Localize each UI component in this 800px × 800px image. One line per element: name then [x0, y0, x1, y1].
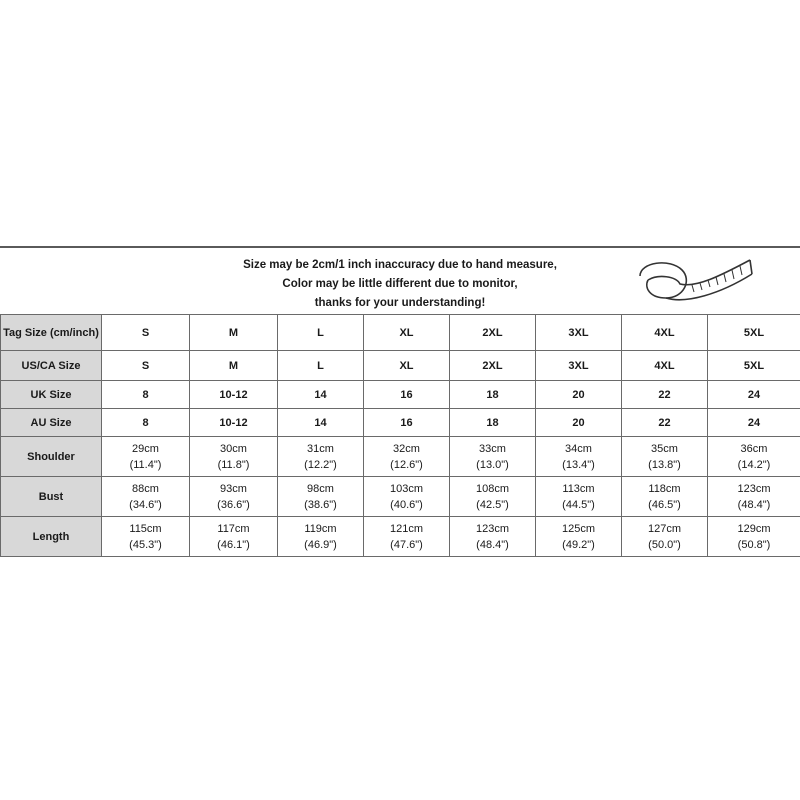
cm-value: 123cm — [737, 482, 771, 495]
table-cell: 5XL — [708, 315, 800, 351]
cm-value: 115cm — [129, 522, 162, 535]
inch-value: (34.6") — [129, 498, 162, 511]
table-cell — [190, 437, 278, 477]
table-cell: XL — [364, 315, 450, 351]
table-cell: 2XL — [450, 315, 536, 351]
table-cell — [450, 517, 536, 557]
cm-value: 88cm — [132, 482, 159, 495]
inch-value: (12.2") — [304, 458, 337, 471]
inch-value: (38.6") — [304, 498, 337, 511]
inch-value: (48.4") — [476, 538, 509, 551]
table-row — [1, 517, 800, 557]
table-cell: S — [102, 315, 190, 351]
table-cell: 22 — [622, 409, 708, 437]
cm-value: 93cm — [220, 482, 247, 495]
cm-value: 34cm — [565, 442, 592, 455]
row-label: Shoulder — [1, 437, 102, 477]
measuring-tape-icon — [636, 254, 756, 314]
inch-value: (47.6") — [390, 538, 423, 551]
table-cell: 24 — [708, 409, 800, 437]
table-cell — [622, 477, 708, 517]
table-cell: 22 — [622, 381, 708, 409]
inch-value: (13.0") — [476, 458, 509, 471]
inch-value: (13.4") — [562, 458, 595, 471]
table-cell: L — [278, 351, 364, 381]
inch-value: (50.0") — [648, 538, 681, 551]
table-cell — [102, 517, 190, 557]
inch-value: (14.2") — [737, 458, 771, 471]
row-label: AU Size — [1, 409, 102, 437]
table-row — [1, 409, 800, 437]
notice-line-3: thanks for your understanding! — [314, 297, 486, 309]
inch-value: (40.6") — [390, 498, 423, 511]
cm-value: 36cm — [740, 442, 768, 455]
table-cell — [536, 437, 622, 477]
inch-value: (36.6") — [217, 498, 250, 511]
row-label: UK Size — [1, 381, 102, 409]
row-label: Tag Size (cm/inch) — [1, 315, 102, 351]
table-cell: XL — [364, 351, 450, 381]
inch-value: (11.8") — [217, 458, 250, 471]
cm-value: 30cm — [220, 442, 247, 455]
table-cell: M — [190, 351, 278, 381]
table-row — [1, 437, 800, 477]
table-cell: 3XL — [536, 351, 622, 381]
table-row — [1, 381, 800, 409]
table-cell: 16 — [364, 381, 450, 409]
table-cell — [708, 477, 800, 517]
cm-value: 119cm — [304, 522, 337, 535]
inch-value: (46.9") — [304, 538, 337, 551]
table-cell: 4XL — [622, 351, 708, 381]
cm-value: 29cm — [132, 442, 159, 455]
cm-value: 31cm — [307, 442, 334, 455]
cm-value: 98cm — [307, 482, 334, 495]
table-cell: 8 — [102, 409, 190, 437]
row-label: US/CA Size — [1, 351, 102, 381]
inch-value: (44.5") — [562, 498, 595, 511]
table-cell: 10-12 — [190, 409, 278, 437]
cm-value: 129cm — [737, 522, 771, 535]
cm-value: 125cm — [561, 522, 596, 535]
cm-value: 35cm — [651, 442, 678, 455]
row-label: Bust — [1, 477, 102, 517]
table-cell: 14 — [278, 409, 364, 437]
table-cell — [450, 477, 536, 517]
table-cell — [536, 517, 622, 557]
table-cell: 16 — [364, 409, 450, 437]
table-cell: M — [190, 315, 278, 351]
table-cell — [278, 477, 364, 517]
table-cell: 24 — [708, 381, 800, 409]
row-label: Length — [1, 517, 102, 557]
inch-value: (50.8") — [737, 538, 771, 551]
cm-value: 103cm — [389, 482, 424, 495]
table-cell — [622, 437, 708, 477]
table-cell: S — [102, 351, 190, 381]
size-table — [0, 314, 800, 557]
table-cell — [364, 437, 450, 477]
table-cell — [102, 477, 190, 517]
cm-value: 117cm — [217, 522, 250, 535]
table-row — [1, 315, 800, 351]
inch-value: (46.1") — [217, 538, 250, 551]
table-cell — [364, 477, 450, 517]
table-cell: L — [278, 315, 364, 351]
cm-value: 32cm — [393, 442, 420, 455]
table-cell: 10-12 — [190, 381, 278, 409]
inch-value: (46.5") — [648, 498, 681, 511]
table-cell: 18 — [450, 409, 536, 437]
table-cell — [190, 517, 278, 557]
inch-value: (48.4") — [737, 498, 771, 511]
table-cell: 14 — [278, 381, 364, 409]
table-cell: 2XL — [450, 351, 536, 381]
table-row — [1, 477, 800, 517]
cm-value: 123cm — [475, 522, 510, 535]
cm-value: 113cm — [562, 482, 595, 495]
table-cell — [622, 517, 708, 557]
inch-value: (12.6") — [390, 458, 423, 471]
table-cell: 8 — [102, 381, 190, 409]
table-cell — [708, 517, 800, 557]
table-cell: 4XL — [622, 315, 708, 351]
table-cell — [536, 477, 622, 517]
cm-value: 121cm — [389, 522, 424, 535]
inch-value: (49.2") — [562, 538, 595, 551]
table-cell — [102, 437, 190, 477]
table-cell: 3XL — [536, 315, 622, 351]
table-cell — [708, 437, 800, 477]
inch-value: (11.4") — [129, 458, 162, 471]
table-cell: 20 — [536, 381, 622, 409]
cm-value: 33cm — [479, 442, 506, 455]
cm-value: 127cm — [647, 522, 682, 535]
inch-value: (13.8") — [648, 458, 681, 471]
table-cell: 20 — [536, 409, 622, 437]
cm-value: 108cm — [475, 482, 510, 495]
table-cell: 5XL — [708, 351, 800, 381]
table-cell — [450, 437, 536, 477]
table-cell — [278, 437, 364, 477]
cm-value: 118cm — [648, 482, 681, 495]
table-cell — [364, 517, 450, 557]
notice-line-2: Color may be little different due to monitor, — [282, 278, 518, 290]
table-cell — [190, 477, 278, 517]
table-cell — [278, 517, 364, 557]
notice-line-1: Size may be 2cm/1 inch inaccuracy due to hand measure, — [243, 259, 557, 271]
inch-value: (45.3") — [129, 538, 162, 551]
inch-value: (42.5") — [476, 498, 509, 511]
table-row — [1, 351, 800, 381]
table-cell: 18 — [450, 381, 536, 409]
